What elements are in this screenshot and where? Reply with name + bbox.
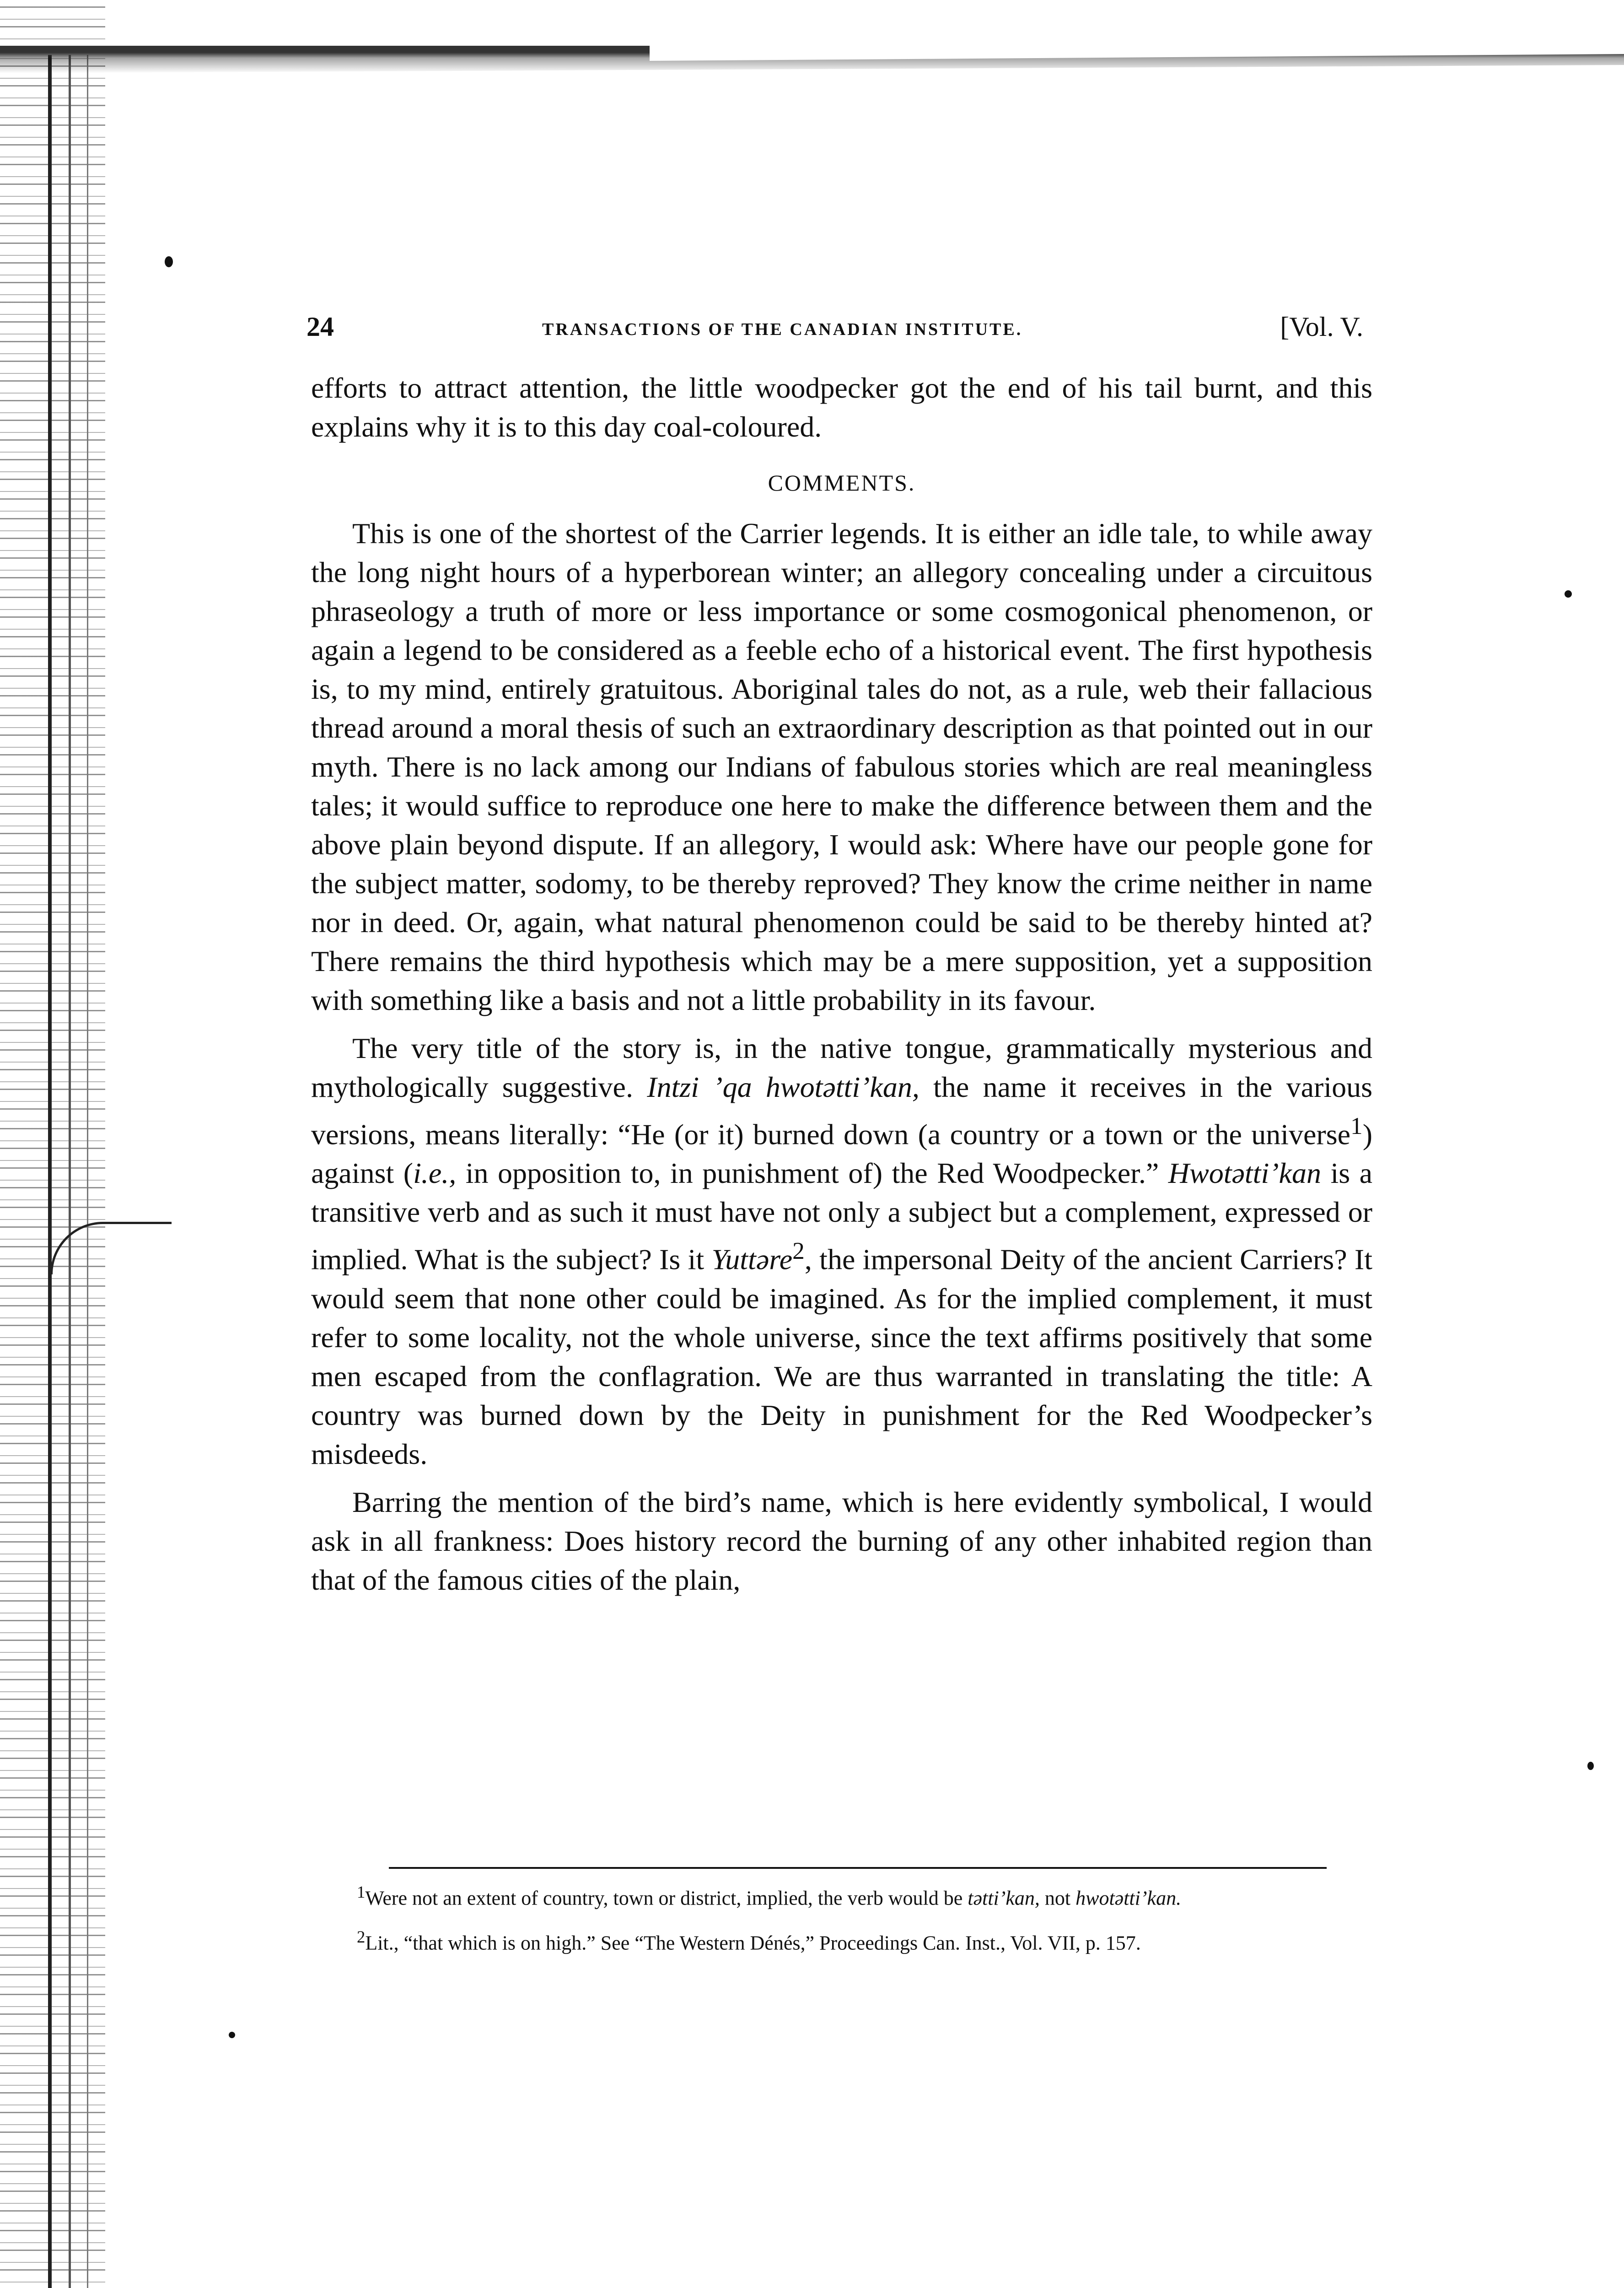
scan-speck: [229, 2032, 235, 2038]
paragraph: This is one of the shortest of the Carrier legends. It is either an idle tale, to while away the long night hours of a hyperborean winter; an allegory concealing under a circuitous phraseology a truth of more or less importance or some cosmogonical phenomenon, or again a legend to be considered as a feeble echo of a historical event. The first hypothesis is, to my mind, entirely gratuitous. Aboriginal tales do not, as a rule, web their fallacious thread around a moral thesis of such an extraordinary description as that pointed out in our myth. There is no lack among our Indians of fabulous stories which are real meaningless tales; it would suffice to reproduce one here to make the difference between them and the above plain beyond dispute. If an allegory, I would ask: Where have our people gone for the subject matter, sodomy, to be thereby reproved? They know the crime neither in name nor in deed. Or, again, what natural phenomenon could be said to be thereby hinted at? There remains the third hypothesis which may be a mere supposition, yet a supposition with something like a basis and not a little probability in its favour.: [311, 517, 1372, 1016]
paragraph-text: the name it receives in the various versions, means literally: “He (or it) burned down (a country or a town or the universe: [311, 1071, 1373, 1151]
section-heading: COMMENTS.: [768, 470, 916, 496]
footnote-rule: [389, 1867, 1327, 1869]
paragraph-text: in opposition to, in punishment of) the Red Woodpecker.”: [456, 1157, 1159, 1190]
paragraph: [311, 1029, 1372, 1473]
footnote-text: Were not an extent of country, town or district, implied, the verb would be: [365, 1887, 963, 1910]
footnote-reference: 2: [792, 1237, 805, 1265]
footnote-marker: 1: [357, 1883, 366, 1901]
paragraph: Barring the mention of the bird’s name, which is here evidently symbolical, I would ask in all frankness: Does history record the burning of any other inhabited region than that of the famous cities of the plain,: [311, 1485, 1372, 1596]
footnote-word: hwotətti’kan.: [1075, 1887, 1182, 1910]
footnote-marker: 2: [357, 1927, 366, 1946]
deity-name: Yuttəre: [711, 1243, 793, 1276]
scan-speck: [1565, 590, 1572, 598]
footnote: [316, 1876, 1377, 1915]
scan-speck: [1587, 1762, 1594, 1770]
paragraph-text: The very title of the story is, in the native tongue, grammatically mysterious and mythologically suggestive.: [311, 1032, 1372, 1103]
footnote-text: not: [1039, 1887, 1076, 1910]
footnote-text: Lit., “that which is on high.” See “The Western Dénés,” Proceedings Can. Inst., Vol. VII, p. 157.: [365, 1932, 1141, 1954]
abbreviation: i.e.,: [413, 1157, 457, 1190]
footnote-word: tətti’kan,: [968, 1887, 1040, 1910]
scan-top-shadow: [0, 46, 1624, 73]
body-text: [311, 368, 1372, 1599]
paragraph-text: , the impersonal Deity of the ancient Carriers? It would seem that none other could be imagined. As for the implied complement, it must refer to some locality, not the whole universe, since the text affirms positively that some men escaped from the conflagration. We are thus warranted in translating the title: A country was burned down by the Deity in punishment for the Red Woodpecker’s misdeeds.: [311, 1243, 1373, 1470]
binding-shadow-line: [69, 55, 71, 2288]
native-title: Intzi ’qa hwotətti’kan,: [647, 1071, 920, 1103]
page-number: 24: [307, 312, 334, 342]
binding-shadow-line: [87, 55, 88, 2288]
running-title: TRANSACTIONS OF THE CANADIAN INSTITUTE.: [542, 320, 1023, 339]
volume-label: [Vol. V.: [1280, 312, 1363, 342]
opening-paragraph: efforts to attract attention, the little woodpecker got the end of his tail burnt, and this explains why it is to this day coal-coloured.: [311, 372, 1372, 443]
paragraph-text: is a transitive verb and as such it must have not only a subject but a complement, expressed or implied. What is the subject? Is it: [311, 1157, 1373, 1276]
native-verb: Hwotətti’kan: [1168, 1157, 1321, 1190]
page-header: [307, 311, 1363, 352]
book-binding-edge: [0, 0, 105, 2288]
binding-shadow-line: [48, 55, 52, 2288]
paragraph-text: ) against (: [311, 1118, 1372, 1190]
footnotes: [316, 1876, 1377, 1959]
footnote-reference: 1: [1350, 1112, 1363, 1139]
scan-speck: [165, 256, 173, 267]
footnote: [316, 1921, 1377, 1959]
